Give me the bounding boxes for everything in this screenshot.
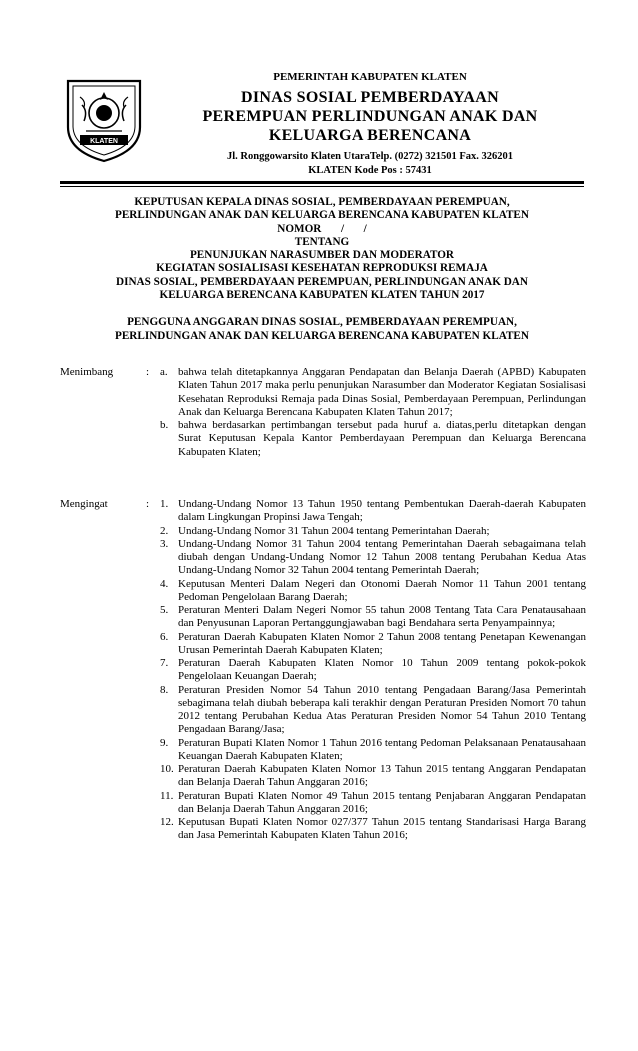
mengingat-label: Mengingat	[60, 498, 108, 510]
title-line: PERLINDUNGAN ANAK DAN KELUARGA BERENCANA KABUPATEN KLATEN	[115, 209, 529, 222]
item-text: bahwa telah ditetapkannya Anggaran Pendapatan dan Belanja Daerah (APBD) Kabupaten Klaten Tahun 2017 maka perlu penunjukan Narasumber dan Moderator Kegiatan Sosialisasi Kesehatan Reproduksi Remaja pada Dinas Sosial, Pemberdayaan Perempuan, Perlindungan Anak dan Keluarga Berencana Kabupaten Klaten Tahun 2017;	[178, 366, 586, 418]
item-number: 8.	[160, 683, 169, 696]
list-item	[160, 604, 586, 631]
agency-name-line1: DINAS SOSIAL PEMBERDAYAAN	[241, 89, 499, 106]
item-text: Keputusan Bupati Klaten Nomor 027/377 Tahun 2015 tentang Standarisasi Harga Barang dan Jasa Pemerintah Kabupaten Klaten Tahun 2016;	[178, 816, 586, 842]
menimbang-colon: :	[146, 366, 150, 378]
list-item	[160, 631, 586, 658]
mengingat-list	[160, 498, 586, 843]
item-text: Peraturan Bupati Klaten Nomor 49 Tahun 2015 tentang Penjabaran Anggaran Pendapatan dan Belanja Daerah Tahun Anggaran 2016;	[178, 789, 586, 815]
item-text: Undang-Undang Nomor 31 Tahun 2004 tentang Pemerintahan Daerah sebagaimana telah diubah dengan Undang-Undang Nomor 12 Tahun 2008 tentang Perubahan Kedua Atas Undang-Undang Nomor 32 Tahun 2004 tentang Pemerintah Daerah;	[178, 537, 586, 577]
agency-name-line2: PEREMPUAN PERLINDUNGAN ANAK DAN	[202, 108, 538, 125]
list-item	[160, 578, 586, 605]
title-line: KEPUTUSAN KEPALA DINAS SOSIAL, PEMBERDAYAAN PEREMPUAN,	[134, 196, 510, 208]
item-text: Peraturan Bupati Klaten Nomor 1 Tahun 2016 tentang Pedoman Pelaksanaan Penatausahaan Keuangan Daerah Kabupaten Klaten;	[178, 736, 586, 762]
postal-line: KLATEN Kode Pos : 57431	[308, 165, 432, 176]
pengguna-line: PERLINDUNGAN ANAK DAN KELUARGA BERENCANA KABUPATEN KLATEN	[115, 329, 529, 342]
pengguna-line: PENGGUNA ANGGARAN DINAS SOSIAL, PEMBERDAYAAN PEREMPUAN,	[127, 316, 517, 329]
item-number: 5.	[160, 604, 169, 616]
menimbang-list	[160, 366, 586, 459]
list-item	[160, 525, 586, 538]
list-item	[160, 419, 586, 459]
klaten-emblem-logo	[62, 75, 146, 163]
list-item	[160, 737, 586, 764]
item-text: Peraturan Presiden Nomor 54 Tahun 2010 tentang Pengadaan Barang/Jasa Pemerintah sebagimana telah diubah beberapa kali terakhir dengan Peraturan Presiden Nomort 70 tahun 2012 tentang Perubahan Kedua Atas Peraturan Presiden Nomor 54 Tahun 2010 Tentang Pengadaan Barang/Jasa;	[178, 683, 586, 736]
title-line: KELUARGA BERENCANA KABUPATEN KLATEN TAHUN 2017	[159, 289, 485, 302]
menimbang-label: Menimbang	[60, 366, 114, 378]
item-number: 12.	[160, 816, 174, 828]
item-text: Undang-Undang Nomor 31 Tahun 2004 tentang Pemerintahan Daerah;	[178, 524, 490, 537]
decree-title	[60, 196, 584, 343]
list-item	[160, 684, 586, 737]
item-text: Peraturan Menteri Dalam Negeri Nomor 55 tahun 2008 Tentang Tata Cara Penatausahaan dan Penyusunan Laporan Pertanggungjawaban bagi Bendahara serta Penyampainnya;	[178, 604, 586, 630]
title-line: NOMOR / /	[277, 222, 367, 235]
list-item	[160, 790, 586, 817]
item-number: 1.	[160, 498, 169, 510]
item-text: bahwa berdasarkan pertimbangan tersebut pada huruf a. diatas,perlu ditetapkan dengan Surat Keputusan Kepala Kantor Pemberdayaan Perempuan dan Keluarga Berencana Kabupaten Klaten;	[178, 419, 586, 458]
item-number: 10.	[160, 763, 174, 775]
government-name: PEMERINTAH KABUPATEN KLATEN	[273, 71, 467, 83]
list-item	[160, 763, 586, 790]
list-item	[160, 366, 586, 419]
item-text: Peraturan Daerah Kabupaten Klaten Nomor 10 Tahun 2009 tentang pokok-pokok Pengelolaan Keuangan Daerah;	[178, 657, 586, 683]
item-text: Peraturan Daerah Kabupaten Klaten Nomor 13 Tahun 2015 tentang Anggaran Pendapatan dan Belanja Daerah Tahun Anggaran 2016;	[178, 763, 586, 789]
list-item	[160, 498, 586, 525]
item-number: 11.	[160, 789, 174, 802]
list-item	[160, 538, 586, 578]
title-line: KEGIATAN SOSIALISASI KESEHATAN REPRODUKSI REMAJA	[156, 262, 488, 275]
item-number: 9.	[160, 736, 169, 749]
title-line: TENTANG	[294, 235, 350, 248]
letterhead-divider-thin	[60, 186, 584, 187]
item-number: a.	[160, 366, 168, 378]
item-number: 2.	[160, 524, 169, 537]
logo-text: KLATEN	[90, 138, 118, 145]
item-number: 3.	[160, 537, 169, 550]
title-line: DINAS SOSIAL, PEMBERDAYAAN PEREMPUAN, PERLINDUNGAN ANAK DAN	[116, 275, 528, 288]
letterhead-divider-thick	[60, 181, 584, 184]
item-text: Keputusan Menteri Dalam Negeri dan Otonomi Daerah Nomor 11 Tahun 2001 tentang Pedoman Pengelolaan Barang Daerah;	[178, 577, 586, 603]
title-line: PENUNJUKAN NARASUMBER DAN MODERATOR	[189, 249, 455, 262]
item-number: 7.	[160, 657, 169, 669]
list-item	[160, 816, 586, 843]
list-item	[160, 657, 586, 684]
agency-name-line3: KELUARGA BERENCANA	[268, 127, 472, 144]
address-line: Jl. Ronggowarsito Klaten UtaraTelp. (0272) 321501 Fax. 326201	[226, 151, 514, 162]
letterhead	[160, 70, 580, 178]
mengingat-colon: :	[146, 498, 150, 510]
item-number: 4.	[160, 577, 169, 590]
item-text: Undang-Undang Nomor 13 Tahun 1950 tentang Pembentukan Daerah-daerah Kabupaten dalam Lingkungan Propinsi Jawa Tengah;	[178, 498, 586, 524]
item-number: 6.	[160, 630, 169, 643]
item-number: b.	[160, 419, 169, 431]
item-text: Peraturan Daerah Kabupaten Klaten Nomor 2 Tahun 2008 tentang Penetapan Kewenangan Urusan Pemerintah Daerah Kabupaten Klaten;	[178, 630, 586, 656]
